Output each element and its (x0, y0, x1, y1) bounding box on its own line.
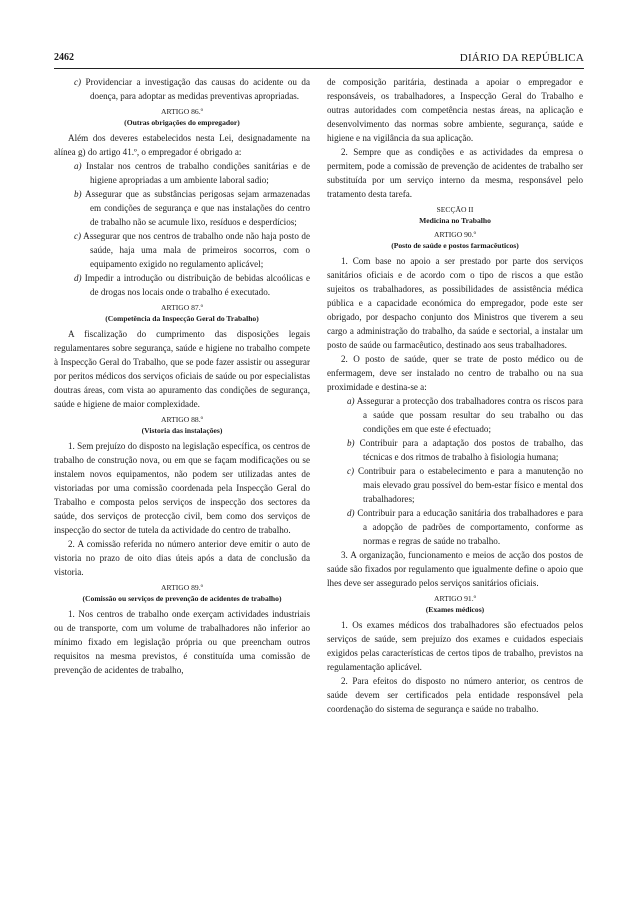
section-number: SECÇÃO II (436, 205, 474, 214)
article-number: ARTIGO 90.º (434, 230, 476, 239)
list-item: c) Providenciar a investigação das causas do acidente ou da doença, para adoptar as medidas preventivas apropriadas. (74, 77, 310, 101)
article-title: (Posto de saúde e postos farmacêuticos) (391, 241, 519, 250)
paragraph: 3. A organização, funcionamento e meios de acção dos postos de saúde são fixados por regulamento que igualmente define o apoio que lhes deve ser assegurado pelos serviços sanitários oficiais. (327, 550, 583, 588)
paragraph: A fiscalização do cumprimento das disposições legais regulamentares sobre segurança, saúde e higiene no trabalho compete à Inspecção Geral do Trabalho, que se pode fazer assistir ou assegurar por peritos médicos dos serviços oficiais de saúde ou por especialistas doutras áreas, com vista ao apuramento das condições de segurança, saúde e higiene de maior complexidade. (54, 329, 310, 409)
article-title: (Vistoria das instalações) (141, 426, 223, 435)
list-item: d) Contribuir para a educação sanitária dos trabalhadores e para a adopção de padrões de comportamento, conforme as normas e regras de saúde no trabalho. (347, 508, 584, 546)
paragraph: 2. Para efeitos do disposto no número anterior, os centros de saúde devem ser certificados pela entidade responsável pela coordenação do sistema de segurança e saúde no trabalho. (327, 676, 583, 714)
article-number: ARTIGO 87.º (161, 303, 203, 312)
article-title: (Competência da Inspecção Geral do Trabalho) (105, 314, 259, 323)
paragraph: 1. Sem prejuízo do disposto na legislação específica, os centros de trabalho de construção nova, ou em que se façam modificações ou se instalem novos equipamentos, não podem ser utilizadas antes de vistoriadas por uma comissão coordenada pela Inspecção Geral do Trabalho e composta pelos serviços de inspecção dos sectores da saúde, dos serviços de protecção civil, bem como dos serviços de inspecção do sector de tutela da actividade do centro de trabalho. (54, 441, 310, 535)
right-column (327, 75, 583, 716)
paragraph: Além dos deveres estabelecidos nesta Lei, designadamente na alínea g) do artigo 41.º, o empregador é obrigado a: (54, 133, 310, 157)
list-item: a) Assegurar a protecção dos trabalhadores contra os riscos para a saúde que possam resultar do seu trabalho ou das condições em que este é efectuado; (347, 396, 584, 434)
left-column (54, 75, 310, 677)
list-item: a) Instalar nos centros de trabalho condições sanitárias e de higiene apropriadas a um ambiente laboral sadio; (74, 161, 310, 185)
article-title: (Exames médicos) (425, 605, 485, 614)
article-number: ARTIGO 88.º (161, 415, 203, 424)
list-item: b) Assegurar que as substâncias perigosas sejam armazenadas em condições de segurança e que nas instalações do centro de trabalho não se acumule lixo, resíduos e desperdícios; (74, 189, 310, 227)
list-item: c) Assegurar que nos centros de trabalho onde não haja posto de saúde, haja uma mala de primeiros socorros, com o equipamento exigido no regulamento aplicável; (74, 231, 310, 269)
paragraph: 1. Os exames médicos dos trabalhadores são efectuados pelos serviços de saúde, sem prejuízo dos exames e cuidados especiais exigidos pelas características de certos tipos de trabalho, previstos na regulamentação aplicável. (327, 620, 583, 672)
paragraph: 1. Nos centros de trabalho onde exerçam actividades industriais ou de transporte, com um volume de trabalhadores não inferior ao mínimo fixado em legislação própria ou que preencham outros requisitos na mesma previstos, é constituída uma comissão de prevenção de acidentes de trabalho, (54, 609, 310, 675)
paragraph: 2. Sempre que as condições e as actividades da empresa o permitem, pode a comissão de prevenção de acidentes de trabalho ser substituída por um serviço interno da mesma, responsável pelo tratamento desta tarefa. (327, 147, 583, 199)
article-number: ARTIGO 89.º (161, 583, 203, 592)
header-rule (54, 68, 584, 69)
journal-title: DIÁRIO DA REPÚBLICA (459, 52, 584, 64)
page-number: 2462 (54, 52, 74, 63)
article-title: (Outras obrigações do empregador) (124, 118, 240, 127)
paragraph: 2. O posto de saúde, quer se trate de posto médico ou de enfermagem, deve ser instalado no centro de trabalho ou na sua proximidade e destina-se a: (327, 354, 583, 392)
paragraph: 1. Com base no apoio a ser prestado por parte dos serviços sanitários oficiais e de acordo com o tipo de riscos a que estão sujeitos os trabalhadores, as possibilidades de assistência médica pública e a capacidade económica do empregador, pode este ser obrigado, por despacho conjunto dos Ministros que tiverem a seu cargo a administração do trabalho, da saúde e sectorial, a instalar um posto de saúde ou farmacêutico, destinado aos seus trabalhadores. (327, 256, 583, 350)
paragraph: 2. A comissão referida no número anterior deve emitir o auto de vistoria no prazo de oito dias úteis após a data de conclusão da vistoria. (54, 539, 310, 577)
paragraph: de composição paritária, destinada a apoiar o empregador e responsáveis, os trabalhadores, a Inspecção Geral do Trabalho e outras autoridades com competência nestas áreas, na aplicação e desenvolvimento das normas sobre ambiente, segurança, saúde e higiene e na vigilância da sua aplicação. (327, 77, 583, 143)
article-title: (Comissão ou serviços de prevenção de acidentes de trabalho) (82, 594, 282, 603)
article-number: ARTIGO 86.º (161, 107, 203, 116)
section-title: Medicina no Trabalho (419, 216, 491, 225)
list-item: d) Impedir a introdução ou distribuição de bebidas alcoólicas e de drogas nos locais onde o trabalho é executado. (74, 273, 310, 297)
list-item: c) Contribuir para o estabelecimento e para a manutenção no mais elevado grau possível do bem-estar físico e mental dos trabalhadores; (347, 466, 583, 504)
list-item: b) Contribuir para a adaptação dos postos de trabalho, das técnicas e dos ritmos de trabalho à fisiologia humana; (347, 438, 583, 462)
article-number: ARTIGO 91.º (434, 594, 476, 603)
